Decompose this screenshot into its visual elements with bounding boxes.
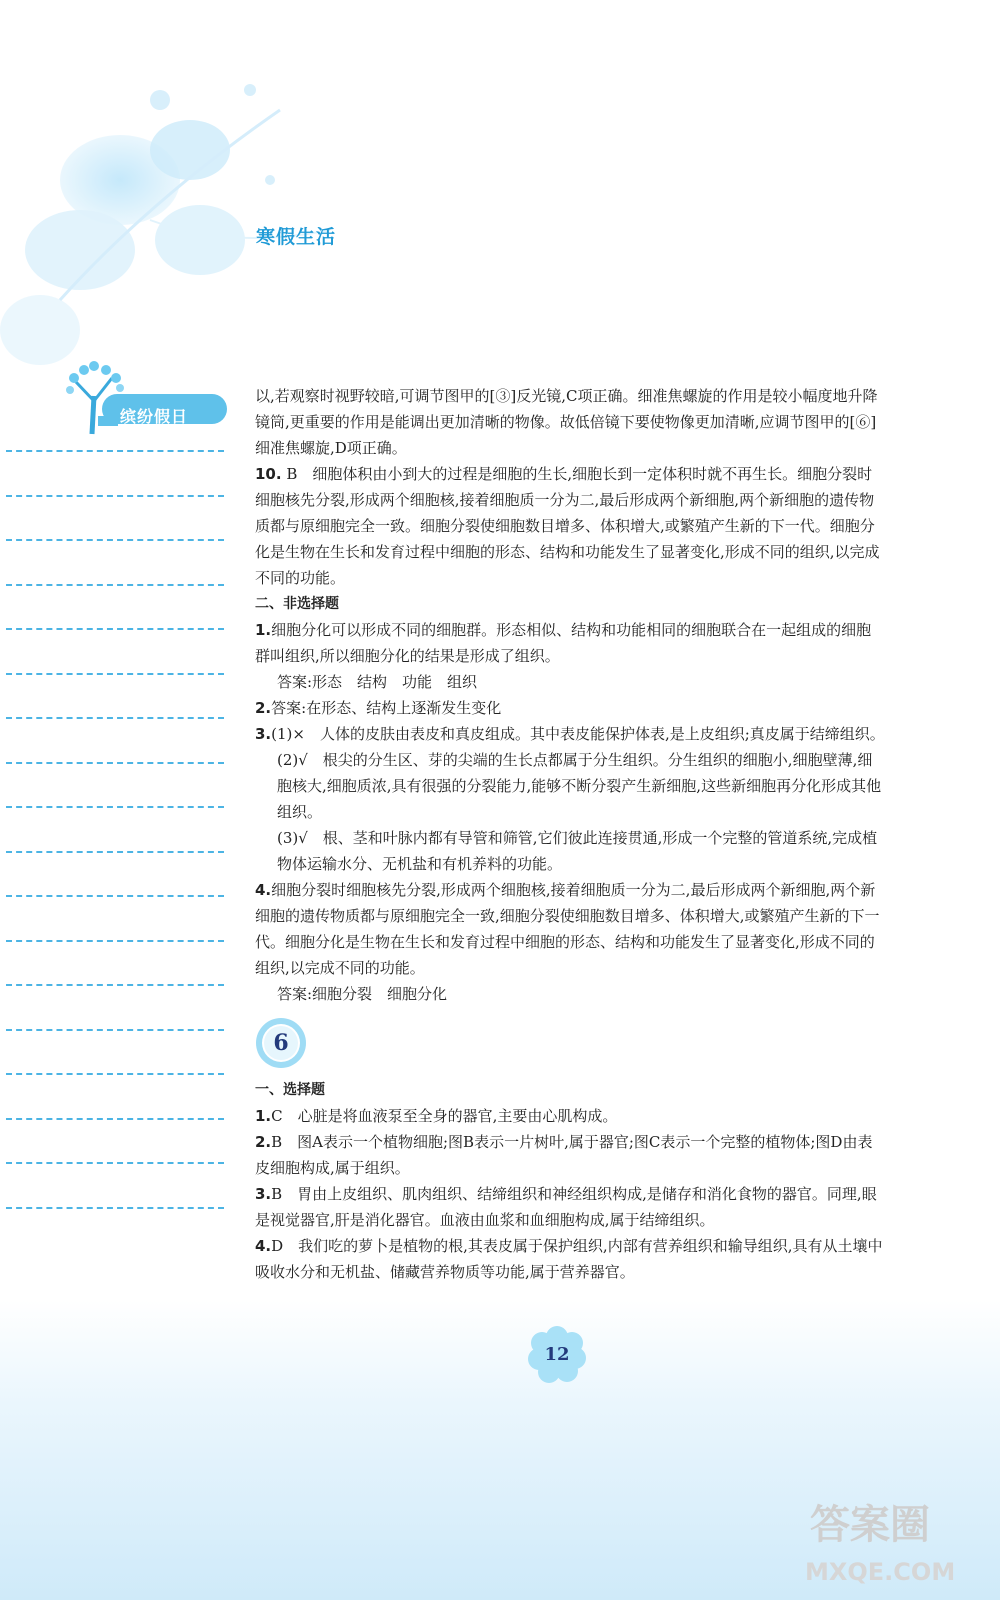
question-number: 4. (255, 1237, 272, 1255)
continued-answer: 以,若观察时视野较暗,可调节图甲的[③]反光镜,C项正确。细准焦螺旋的作用是较小幅度地升降镜筒,更重要的作用是能调出更加清晰的物像。故低倍镜下要使物像更加清晰,应调节图甲的[⑥]细准焦螺旋,D项正确。 (255, 387, 878, 457)
answer-c2 (255, 1129, 885, 1181)
answer-nq2 (255, 695, 885, 721)
note-line (0, 762, 230, 807)
answer-text: D 我们吃的萝卜是植物的根,其表皮属于保护组织,内部有营养组织和输导组织,具有从土壤中吸收水分和无机盐、储藏营养物质等功能,属于营养器官。 (255, 1237, 883, 1281)
answer-c1 (255, 1103, 885, 1129)
question-number: 1. (255, 621, 272, 639)
answer-q10 (255, 461, 885, 591)
section-heading-choice: 一、选择题 (255, 1082, 325, 1098)
question-number: 2. (255, 699, 272, 717)
answer-line: 答案:形态 结构 功能 组织 (277, 673, 478, 691)
answer-text: C 心脏是将血液泵至全身的器官,主要由心肌构成。 (271, 1107, 618, 1125)
note-lines (0, 450, 230, 1251)
note-line (0, 984, 230, 1029)
note-line (0, 851, 230, 896)
unit-number-badge (255, 1017, 307, 1069)
answer-text: 细胞分裂时细胞核先分裂,形成两个细胞核,接着细胞质一分为二,最后形成两个新细胞,两个新细胞的遗传物质都与原细胞完全一致,细胞分裂使细胞数目增多、体积增大,或繁殖产生新的下一代。细胞分化是生物在生长和发育过程中细胞的形态、结构和功能发生了显著变化,形成不同的组织,以完成不同的功能。 (255, 881, 880, 977)
note-line (0, 806, 230, 851)
question-number: 3. (255, 725, 272, 743)
answer-nq4 (255, 877, 885, 981)
question-number: 3. (255, 1185, 272, 1203)
note-line (0, 1207, 230, 1252)
watermark-logo (800, 1488, 985, 1588)
header-title: 寒假生活 (256, 226, 337, 248)
question-number: 4. (255, 881, 272, 899)
answer-nq3-part3: (3)√ 根、茎和叶脉内都有导管和筛管,它们彼此连接贯通,形成一个完整的管道系统,完成植物体运输水分、无机盐和有机养料的功能。 (277, 829, 878, 873)
note-line (0, 895, 230, 940)
note-line (0, 584, 230, 629)
note-line (0, 1029, 230, 1074)
watermark-line1: 答案圈 (810, 1502, 930, 1548)
note-line (0, 495, 230, 540)
section-heading-nonchoice: 二、非选择题 (255, 596, 339, 612)
answer-c4 (255, 1233, 885, 1285)
answer-text: (1)× 人体的皮肤由表皮和真皮组成。其中表皮能保护体表,是上皮组织;真皮属于结缔组织。 (271, 725, 885, 743)
answer-nq3-part2: (2)√ 根尖的分生区、芽的尖端的生长点都属于分生组织。分生组织的细胞小,细胞壁薄,细胞核大,细胞质浓,具有很强的分裂能力,能够不断分裂产生新细胞,这些新细胞再分化形成其他组织。 (277, 751, 882, 821)
answer-nq3 (255, 721, 885, 747)
question-number: 10. (255, 465, 282, 483)
answer-text: B 图A表示一个植物细胞;图B表示一片树叶,属于器官;图C表示一个完整的植物体;图D由表皮细胞构成,属于组织。 (255, 1133, 873, 1177)
note-line (0, 673, 230, 718)
note-line (0, 450, 230, 495)
question-number: 2. (255, 1133, 272, 1151)
sidebar-badge-label: 缤纷假日 (120, 407, 189, 426)
floral-decoration (0, 0, 360, 380)
note-line (0, 1073, 230, 1118)
answer-text: 细胞分化可以形成不同的细胞群。形态相似、结构和功能相同的细胞联合在一起组成的细胞群叫组织,所以细胞分化的结果是形成了组织。 (255, 621, 872, 665)
answer-c3 (255, 1181, 885, 1233)
note-line (0, 1118, 230, 1163)
note-line (0, 628, 230, 673)
answer-content (255, 383, 885, 1285)
unit-number: 6 (273, 1030, 289, 1056)
answer-nq1 (255, 617, 885, 669)
answer-line: 答案:细胞分裂 细胞分化 (277, 985, 448, 1003)
note-line (0, 940, 230, 985)
page-number: 12 (544, 1344, 570, 1365)
answer-text: B 细胞体积由小到大的过程是细胞的生长,细胞长到一定体积时就不再生长。细胞分裂时细胞核先分裂,形成两个细胞核,接着细胞质一分为二,最后形成两个新细胞,两个新细胞的遗传物质都与原细胞完全一致。细胞分裂使细胞数目增多、体积增大,或繁殖产生新的下一代。细胞分化是生物在生长和发育过程中细胞的形态、结构和功能发生了显著变化,形成不同的组织,以完成不同的功能。 (255, 465, 880, 587)
question-number: 1. (255, 1107, 272, 1125)
note-line (0, 717, 230, 762)
note-line (0, 1162, 230, 1207)
watermark-line2: MXQE.COM (805, 1558, 956, 1586)
answer-text: 答案:在形态、结构上逐渐发生变化 (271, 699, 502, 717)
answer-text: B 胃由上皮组织、肌肉组织、结缔组织和神经组织构成,是储存和消化食物的器官。同理,眼是视觉器官,肝是消化器官。血液由血浆和血细胞构成,属于结缔组织。 (255, 1185, 877, 1229)
note-line (0, 539, 230, 584)
